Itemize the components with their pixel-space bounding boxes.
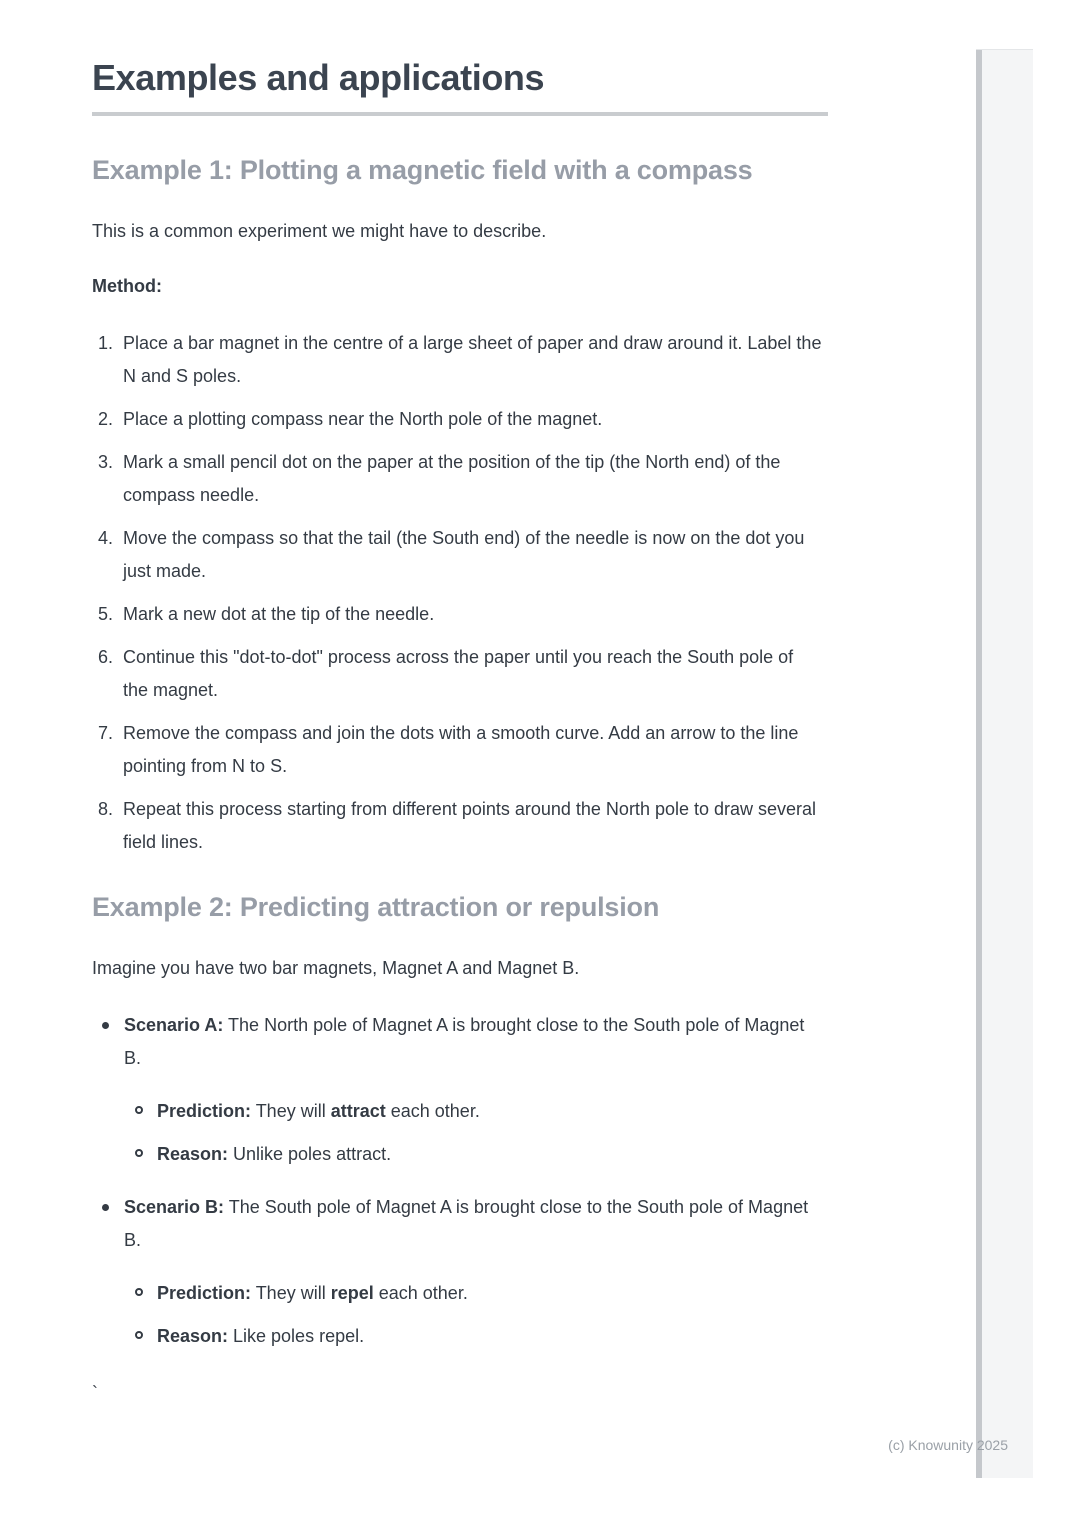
prediction-keyword: repel [330,1283,374,1303]
method-step [92,598,828,631]
method-step [92,793,828,859]
scenario-a-description: The North pole of Magnet A is brought close to the South pole of Magnet B. [124,1015,805,1068]
method-step [92,403,828,436]
method-step [92,327,828,393]
document-content [92,56,828,1410]
reason-text: Reason: Unlike poles attract. [157,1144,392,1164]
example2-intro: Imagine you have two bar magnets, Magnet A and Magnet B. [92,958,580,978]
step-number: 3. [98,452,114,472]
reason-item [125,1320,828,1353]
prediction-item [125,1277,828,1310]
step-number: 4. [98,528,114,548]
step-text: Place a plotting compass near the North pole of the magnet. [123,409,603,429]
prediction-keyword: attract [330,1101,386,1121]
circle-bullet-icon [125,1095,157,1128]
step-number: 8. [98,799,114,819]
step-number: 7. [98,723,114,743]
bullet-icon [92,1191,124,1257]
step-text: Mark a new dot at the tip of the needle. [123,604,435,624]
method-label: Method: [92,276,162,296]
prediction-text: Prediction: They will repel each other. [157,1283,468,1303]
reason-item [125,1138,828,1171]
reason-label: Reason: [157,1326,229,1346]
method-step [92,717,828,783]
circle-bullet-icon [125,1138,157,1171]
stray-backtick: ` [92,1383,98,1403]
step-number: 6. [98,647,114,667]
example2-heading: Example 2: Predicting attraction or repulsion [92,892,660,922]
copyright-footer: (c) Knowunity 2025 [888,1437,1008,1453]
step-text: Continue this "dot-to-dot" process across the paper until you reach the South pole of the magnet. [123,647,794,700]
prediction-label: Prediction: [157,1283,252,1303]
step-number: 5. [98,604,114,624]
step-number: 1. [98,333,114,353]
method-step [92,641,828,707]
step-text: Repeat this process starting from different points around the North pole to draw several field lines. [123,799,817,852]
circle-bullet-icon [125,1320,157,1353]
scenario-a-label: Scenario A: [124,1015,224,1035]
step-number: 2. [98,409,114,429]
reason-text: Reason: Like poles repel. [157,1326,365,1346]
step-text: Mark a small pencil dot on the paper at the position of the tip (the North end) of the compass needle. [123,452,781,505]
method-steps-list [92,327,828,859]
scenario-a-item [92,1009,828,1171]
scenario-a-text [124,1009,826,1075]
scenarios-list [92,1009,828,1353]
page-title: Examples and applications [92,56,828,116]
scenario-b-label: Scenario B: [124,1197,225,1217]
scrollbar-track[interactable] [976,49,1033,1478]
scenario-b-description: The South pole of Magnet A is brought close to the South pole of Magnet B. [124,1197,809,1250]
step-text: Move the compass so that the tail (the South end) of the needle is now on the dot you just made. [123,528,805,581]
example1-heading: Example 1: Plotting a magnetic field with a compass [92,155,753,185]
scenario-b-subpoints [125,1277,828,1353]
method-step [92,446,828,512]
circle-bullet-icon [125,1277,157,1310]
method-step [92,522,828,588]
example1-intro: This is a common experiment we might have to describe. [92,221,547,241]
scrollbar-thumb[interactable] [976,50,982,1478]
scenario-a-subpoints [125,1095,828,1171]
step-text: Place a bar magnet in the centre of a large sheet of paper and draw around it. Label the N and S poles. [123,333,822,386]
scenario-b-text [124,1191,826,1257]
prediction-text: Prediction: They will attract each other. [157,1101,480,1121]
reason-label: Reason: [157,1144,229,1164]
prediction-label: Prediction: [157,1101,252,1121]
prediction-item [125,1095,828,1128]
step-text: Remove the compass and join the dots with a smooth curve. Add an arrow to the line pointing from N to S. [123,723,799,776]
bullet-icon [92,1009,124,1075]
scenario-b-item [92,1191,828,1353]
